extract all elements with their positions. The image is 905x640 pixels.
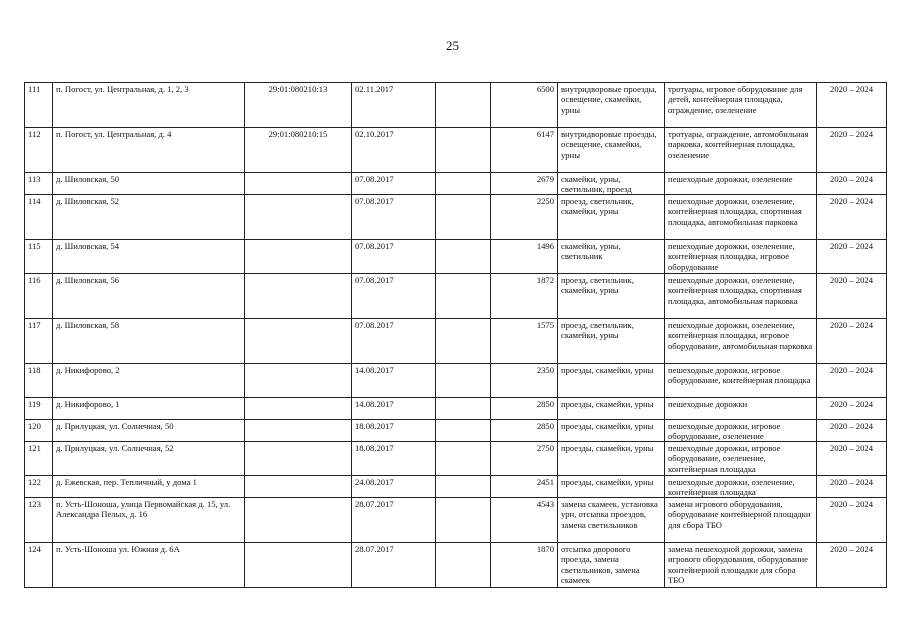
area-cell: 1870 — [491, 543, 558, 588]
empty-cell — [436, 195, 491, 240]
date-cell: 14.08.2017 — [352, 364, 436, 398]
row-number: 112 — [25, 128, 53, 173]
empty-cell — [436, 319, 491, 364]
cadastral-number-cell — [245, 420, 352, 442]
address-cell: д. Прилуцкая, ул. Солнечная, 50 — [53, 420, 245, 442]
existing-improvements-cell: скамейки, урны, светильник, проезд — [558, 173, 665, 195]
address-cell: д. Шиловская, 50 — [53, 173, 245, 195]
row-number: 120 — [25, 420, 53, 442]
row-number: 117 — [25, 319, 53, 364]
date-cell: 18.08.2017 — [352, 442, 436, 476]
date-cell: 28.07.2017 — [352, 543, 436, 588]
date-cell: 02.11.2017 — [352, 83, 436, 128]
table-row — [25, 173, 887, 195]
row-number: 115 — [25, 240, 53, 274]
empty-cell — [436, 398, 491, 420]
empty-cell — [436, 364, 491, 398]
period-cell: 2020 – 2024 — [817, 240, 887, 274]
area-cell: 1872 — [491, 274, 558, 319]
existing-improvements-cell: скамейки, урны, светильник — [558, 240, 665, 274]
existing-improvements-cell: проезды, скамейки, урны — [558, 398, 665, 420]
address-cell: д. Шиловская, 52 — [53, 195, 245, 240]
table-row — [25, 128, 887, 173]
table-row — [25, 476, 887, 498]
table-row — [25, 543, 887, 588]
existing-improvements-cell: проезды, скамейки, урны — [558, 420, 665, 442]
page-number: 25 — [446, 38, 459, 53]
planned-works-cell: пешеходные дорожки, игровое оборудование, контейнерная площадка — [665, 364, 817, 398]
period-cell: 2020 – 2024 — [817, 319, 887, 364]
planned-works-cell: пешеходные дорожки, озеленение — [665, 173, 817, 195]
area-cell: 2451 — [491, 476, 558, 498]
period-cell: 2020 – 2024 — [817, 420, 887, 442]
table-row — [25, 195, 887, 240]
date-cell: 02.10.2017 — [352, 128, 436, 173]
cadastral-number-cell: 29:01:080210:15 — [245, 128, 352, 173]
area-cell: 4543 — [491, 498, 558, 543]
row-number: 121 — [25, 442, 53, 476]
address-cell: д. Шиловская, 54 — [53, 240, 245, 274]
cadastral-number-cell — [245, 319, 352, 364]
table-row — [25, 498, 887, 543]
address-cell: д. Прилуцкая, ул. Солнечная, 52 — [53, 442, 245, 476]
date-cell: 07.08.2017 — [352, 195, 436, 240]
period-cell: 2020 – 2024 — [817, 476, 887, 498]
address-cell: п. Погост, ул. Центральная, д. 4 — [53, 128, 245, 173]
empty-cell — [436, 420, 491, 442]
planned-works-cell: пешеходные дорожки, игровое оборудование, озеленение, контейнерная площадка — [665, 442, 817, 476]
planned-works-cell: пешеходные дорожки, игровое оборудование, озеленение — [665, 420, 817, 442]
registry-table — [24, 82, 887, 588]
existing-improvements-cell: внутридворовые проезды, освещение, скамейки, урны — [558, 128, 665, 173]
cadastral-number-cell — [245, 476, 352, 498]
existing-improvements-cell: проезд, светильник, скамейки, урны — [558, 319, 665, 364]
area-cell: 2850 — [491, 398, 558, 420]
table-row — [25, 83, 887, 128]
table-row — [25, 274, 887, 319]
planned-works-cell: пешеходные дорожки, озеленение, контейнерная площадка, спортивная площадка, автомобильная парковка — [665, 274, 817, 319]
empty-cell — [436, 476, 491, 498]
period-cell: 2020 – 2024 — [817, 498, 887, 543]
existing-improvements-cell: проезды, скамейки, урны — [558, 442, 665, 476]
planned-works-cell: пешеходные дорожки, озеленение, контейнерная площадка — [665, 476, 817, 498]
planned-works-cell: замена пешеходной дорожки, замена игрового оборудования, оборудование контейнерной площадки для сбора ТБО — [665, 543, 817, 588]
existing-improvements-cell: отсыпка дворового проезда, замена светильников, замена скамеек — [558, 543, 665, 588]
address-cell: д. Ежевская, пер. Тепличный, у дома 1 — [53, 476, 245, 498]
planned-works-cell: пешеходные дорожки — [665, 398, 817, 420]
table-row — [25, 319, 887, 364]
row-number: 111 — [25, 83, 53, 128]
table-row — [25, 398, 887, 420]
cadastral-number-cell — [245, 543, 352, 588]
existing-improvements-cell: проезды, скамейки, урны — [558, 476, 665, 498]
cadastral-number-cell — [245, 364, 352, 398]
area-cell: 6500 — [491, 83, 558, 128]
existing-improvements-cell: проезд, светильник, скамейки, урны — [558, 274, 665, 319]
existing-improvements-cell: замена скамеек, установка урн, отсыпка проездов, замена светильников — [558, 498, 665, 543]
row-number: 122 — [25, 476, 53, 498]
cadastral-number-cell: 29:01:080210:13 — [245, 83, 352, 128]
period-cell: 2020 – 2024 — [817, 364, 887, 398]
cadastral-number-cell — [245, 442, 352, 476]
cadastral-number-cell — [245, 398, 352, 420]
cadastral-number-cell — [245, 274, 352, 319]
period-cell: 2020 – 2024 — [817, 543, 887, 588]
planned-works-cell: пешеходные дорожки, озеленение, контейнерная площадка, игровое оборудование, автомобильная парковка — [665, 319, 817, 364]
cadastral-number-cell — [245, 498, 352, 543]
planned-works-cell: тротуары, игровое оборудование для детей, контейнерная площадка, ограждение, озеленение — [665, 83, 817, 128]
area-cell: 1575 — [491, 319, 558, 364]
date-cell: 07.08.2017 — [352, 274, 436, 319]
date-cell: 07.08.2017 — [352, 240, 436, 274]
table-row — [25, 240, 887, 274]
planned-works-cell: тротуары, ограждение, автомобильная парковка, контейнерная площадка, озеленение — [665, 128, 817, 173]
area-cell: 2850 — [491, 420, 558, 442]
date-cell: 28.07.2017 — [352, 498, 436, 543]
period-cell: 2020 – 2024 — [817, 442, 887, 476]
period-cell: 2020 – 2024 — [817, 83, 887, 128]
address-cell: д. Шиловская, 56 — [53, 274, 245, 319]
area-cell: 2350 — [491, 364, 558, 398]
row-number: 116 — [25, 274, 53, 319]
empty-cell — [436, 240, 491, 274]
address-cell: п. Погост, ул. Центральная, д. 1, 2, 3 — [53, 83, 245, 128]
area-cell: 1496 — [491, 240, 558, 274]
empty-cell — [436, 274, 491, 319]
empty-cell — [436, 543, 491, 588]
address-cell: д. Никифорово, 2 — [53, 364, 245, 398]
period-cell: 2020 – 2024 — [817, 173, 887, 195]
date-cell: 07.08.2017 — [352, 319, 436, 364]
area-cell: 2679 — [491, 173, 558, 195]
period-cell: 2020 – 2024 — [817, 128, 887, 173]
row-number: 124 — [25, 543, 53, 588]
period-cell: 2020 – 2024 — [817, 398, 887, 420]
address-cell: п. Усть-Шоноша ул. Южная д. 6А — [53, 543, 245, 588]
table-row — [25, 364, 887, 398]
date-cell: 14.08.2017 — [352, 398, 436, 420]
empty-cell — [436, 173, 491, 195]
address-cell: д. Никифорово, 1 — [53, 398, 245, 420]
area-cell: 2750 — [491, 442, 558, 476]
row-number: 123 — [25, 498, 53, 543]
date-cell: 18.08.2017 — [352, 420, 436, 442]
row-number: 113 — [25, 173, 53, 195]
planned-works-cell: пешеходные дорожки, озеленение, контейнерная площадка, игровое оборудование — [665, 240, 817, 274]
address-cell: п. Усть-Шоноша, улица Первомайская д. 15, ул. Александра Пелых, д. 16 — [53, 498, 245, 543]
cadastral-number-cell — [245, 240, 352, 274]
empty-cell — [436, 83, 491, 128]
row-number: 114 — [25, 195, 53, 240]
planned-works-cell: пешеходные дорожки, озеленение, контейнерная площадка, спортивная площадка, автомобильная парковка — [665, 195, 817, 240]
empty-cell — [436, 498, 491, 543]
table-row — [25, 420, 887, 442]
row-number: 118 — [25, 364, 53, 398]
cadastral-number-cell — [245, 195, 352, 240]
date-cell: 24.08.2017 — [352, 476, 436, 498]
existing-improvements-cell: внутридворовые проезды, освещение, скамейки, урны — [558, 83, 665, 128]
empty-cell — [436, 442, 491, 476]
existing-improvements-cell: проезды, скамейки, урны — [558, 364, 665, 398]
empty-cell — [436, 128, 491, 173]
area-cell: 2250 — [491, 195, 558, 240]
table-row — [25, 442, 887, 476]
planned-works-cell: замена игрового оборудования, оборудование контейнерной площадки для сбора ТБО — [665, 498, 817, 543]
address-cell: д. Шиловская, 58 — [53, 319, 245, 364]
cadastral-number-cell — [245, 173, 352, 195]
date-cell: 07.08.2017 — [352, 173, 436, 195]
existing-improvements-cell: проезд, светильник, скамейки, урны — [558, 195, 665, 240]
area-cell: 6147 — [491, 128, 558, 173]
row-number: 119 — [25, 398, 53, 420]
period-cell: 2020 – 2024 — [817, 195, 887, 240]
period-cell: 2020 – 2024 — [817, 274, 887, 319]
